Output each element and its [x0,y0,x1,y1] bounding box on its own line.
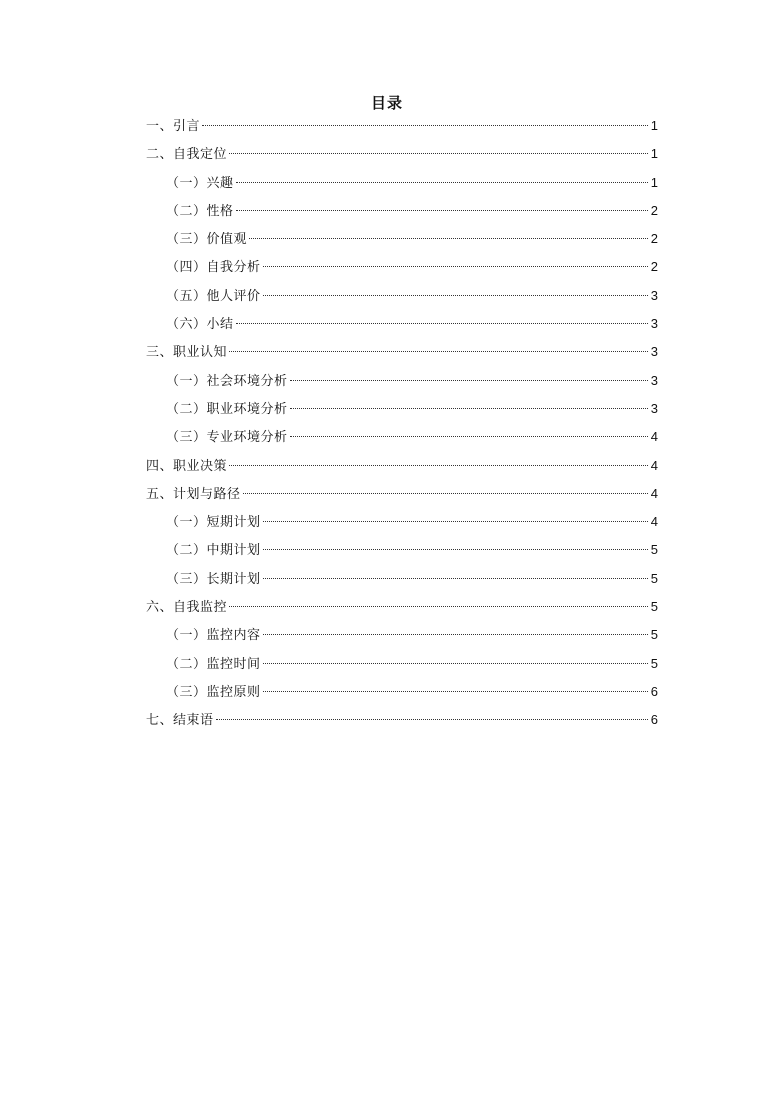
dot-leader [263,663,648,664]
toc-entry[interactable] [146,170,658,198]
dot-leader [290,408,648,409]
table-of-contents [146,113,658,736]
toc-entry-label: 六、自我监控 [146,600,228,616]
dot-leader [216,719,648,720]
toc-entry[interactable] [146,622,658,650]
toc-entry-label: （四）自我分析 [166,260,261,276]
toc-title: 目录 [370,94,403,112]
dot-leader [263,634,648,635]
toc-entry-label: 二、自我定位 [146,147,228,163]
toc-entry-label: （三）监控原则 [166,684,261,700]
toc-entry[interactable] [146,396,658,424]
dot-leader [229,153,648,154]
dot-leader [290,436,648,437]
toc-entry-page-number: 5 [650,655,658,671]
dot-leader [263,691,648,692]
toc-entry-label: （二）职业环境分析 [166,401,288,417]
toc-entry-page-number: 2 [650,259,658,275]
toc-entry-page-number: 3 [650,400,658,416]
toc-entry-label: 三、职业认知 [146,345,228,361]
toc-entry-page-number: 5 [650,542,658,558]
toc-entry-label: 五、计划与路径 [146,486,241,502]
dot-leader [263,549,648,550]
toc-entry-label: （三）长期计划 [166,571,261,587]
toc-entry[interactable] [146,254,658,282]
dot-leader [249,238,648,239]
toc-entry-label: （二）性格 [166,203,234,219]
toc-entry-label: （三）专业环境分析 [166,430,288,446]
dot-leader [263,266,648,267]
toc-entry[interactable] [146,113,658,141]
toc-entry[interactable] [146,509,658,537]
toc-entry-label: （一）监控内容 [166,628,261,644]
toc-entry-label: （六）小结 [166,317,234,333]
toc-entry[interactable] [146,594,658,622]
toc-entry[interactable] [146,453,658,481]
toc-entry-label: （一）短期计划 [166,515,261,531]
toc-entry-page-number: 4 [650,485,658,501]
dot-leader [263,295,648,296]
toc-entry-page-number: 2 [650,202,658,218]
toc-entry-page-number: 3 [650,287,658,303]
toc-entry-label: （三）价值观 [166,232,248,248]
toc-entry[interactable] [146,651,658,679]
toc-entry[interactable] [146,141,658,169]
dot-leader [263,578,648,579]
toc-entry-label: 四、职业决策 [146,458,228,474]
toc-entry-label: （五）他人评价 [166,288,261,304]
dot-leader [202,125,648,126]
toc-entry-page-number: 3 [650,372,658,388]
toc-entry-page-number: 6 [650,683,658,699]
dot-leader [263,521,648,522]
toc-entry-page-number: 4 [650,429,658,445]
toc-entry[interactable] [146,283,658,311]
toc-entry-label: （二）中期计划 [166,543,261,559]
toc-entry-page-number: 5 [650,570,658,586]
toc-entry[interactable] [146,226,658,254]
toc-entry-label: （一）兴趣 [166,175,234,191]
dot-leader [229,465,648,466]
toc-entry[interactable] [146,707,658,735]
toc-entry-page-number: 1 [650,118,658,133]
dot-leader [236,323,648,324]
toc-entry[interactable] [146,368,658,396]
toc-entry[interactable] [146,424,658,452]
toc-entry-label: （二）监控时间 [166,656,261,672]
dot-leader [290,380,648,381]
dot-leader [243,493,648,494]
toc-entry[interactable] [146,198,658,226]
dot-leader [229,606,648,607]
toc-entry-page-number: 4 [650,514,658,530]
toc-entry-label: 七、结束语 [146,713,214,729]
toc-entry-label: （一）社会环境分析 [166,373,288,389]
dot-leader [236,210,648,211]
toc-entry-page-number: 3 [650,316,658,332]
dot-leader [236,182,648,183]
dot-leader [229,351,648,352]
toc-entry-page-number: 3 [650,344,658,360]
toc-entry[interactable] [146,311,658,339]
toc-entry[interactable] [146,679,658,707]
toc-entry-page-number: 6 [650,712,658,728]
toc-entry[interactable] [146,481,658,509]
toc-entry[interactable] [146,537,658,565]
toc-entry-page-number: 2 [650,231,658,247]
toc-entry[interactable] [146,566,658,594]
toc-entry-page-number: 4 [650,457,658,473]
toc-entry-label: 一、引言 [146,119,201,134]
toc-entry-page-number: 1 [650,174,658,190]
toc-entry-page-number: 5 [650,599,658,615]
toc-entry-page-number: 1 [650,146,658,162]
toc-entry[interactable] [146,339,658,367]
toc-entry-page-number: 5 [650,627,658,643]
